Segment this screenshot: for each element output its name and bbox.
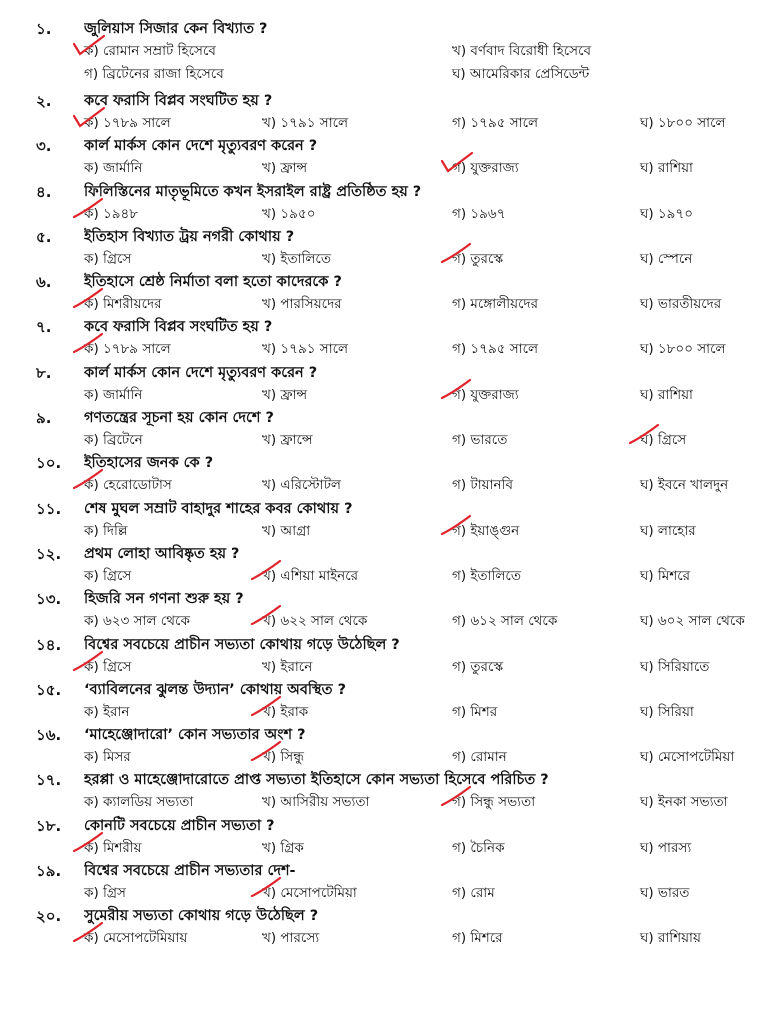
option-ka: ক) হেরোডোটাস: [84, 477, 172, 494]
option-ka: ক) গ্রিসে: [84, 567, 132, 584]
question-5: [0, 222, 768, 267]
question-text: ফিলিস্তিনের মাতৃভূমিতে কখন ইসরাইল রাষ্ট্র প্রতিষ্ঠিত হয় ?: [84, 183, 422, 200]
option-kha: খ) ইরাক: [262, 703, 309, 720]
option-ga: গ) চৈনিক: [452, 839, 505, 856]
option-gha: ঘ) পারস্য: [640, 839, 692, 856]
option-ga: গ) ইতালিতে: [452, 567, 521, 584]
option-ka: ক) জার্মানি: [84, 386, 143, 403]
option-ka: ক) মিশরীয়: [84, 839, 142, 856]
option-gha: ঘ) রাশিয়ায়: [640, 930, 701, 947]
option-ka: ক) জার্মানি: [84, 160, 143, 177]
option-kha: খ) পারস্যে: [262, 930, 320, 947]
option-ga: গ) মঙ্গোলীয়দের: [452, 296, 539, 313]
option-gha: ঘ) ১৮০০ সালে: [640, 341, 726, 358]
option-kha: খ) ১৭৯১ সালে: [262, 341, 349, 358]
option-ka: ক) দিল্লি: [84, 522, 128, 539]
question-text: কার্ল মার্কস কোন দেশে মৃত্যুবরণ করেন ?: [84, 138, 318, 155]
question-number: ১৮.: [36, 816, 62, 835]
question-text: জুলিয়াস সিজার কেন বিখ্যাত ?: [84, 21, 268, 37]
option-ka: ক) ব্রিটেনে: [84, 432, 143, 449]
option-gha: ঘ) সিরিয়া: [640, 703, 694, 720]
option-gha: ঘ) ইনকা সভ্যতা: [640, 794, 728, 811]
option-ka: ক) মেসোপটেমিয়ায়: [84, 930, 188, 947]
question-text: হিজরি সন গণনা শুরু হয় ?: [84, 591, 244, 608]
question-text: প্রথম লোহা আবিষ্কৃত হয় ?: [84, 545, 240, 562]
question-number: ২.: [36, 92, 52, 110]
option-ga: গ) ১৭৯৫ সালে: [452, 115, 539, 131]
question-text: বিশ্বের সবচেয়ে প্রাচীন সভ্যতার দেশ-: [84, 863, 296, 880]
question-6: [0, 267, 768, 312]
question-10: [0, 448, 768, 493]
option-ga: গ) যুক্তরাজ্য: [452, 160, 519, 177]
option-ka: ক) ১৭৮৯ সালে: [84, 115, 171, 131]
question-text: কবে ফরাসি বিপ্লব সংঘটিত হয় ?: [84, 319, 273, 336]
question-9: [0, 403, 768, 448]
question-number: ১৬.: [36, 726, 62, 745]
option-kha: খ) পারসিয়দের: [262, 296, 342, 313]
option-gha: ঘ) ভারত: [640, 885, 690, 902]
option-kha: খ) ১৯৫০: [262, 205, 316, 222]
option-ka: ক) ক্যালডিয় সভ্যতা: [84, 794, 194, 811]
option-ga: গ) মিশর: [452, 703, 498, 720]
question-number: ৩.: [36, 137, 52, 156]
question-12: [0, 539, 768, 584]
question-3: [0, 131, 768, 176]
option-gha: ঘ) গ্রিসে: [640, 432, 687, 449]
question-number: ১২.: [36, 544, 62, 563]
option-kha: খ) ইরানে: [262, 658, 313, 675]
question-number: ১৯.: [36, 862, 62, 881]
question-text: কোনটি সবচেয়ে প্রাচীন সভ্যতা ?: [84, 817, 275, 834]
question-text: ‘মাহেঞ্জোদারো’ কোন সভ্যতার অংশ ?: [84, 727, 306, 744]
option-ka: ক) ৬২৩ সাল থেকে: [84, 613, 190, 630]
question-text: হরপ্পা ও মাহেঞ্জোদারোতে প্রাপ্ত সভ্যতা ইতিহাসে কোন সভ্যতা হিসেবে পরিচিত ?: [84, 772, 549, 789]
question-number: ১.: [36, 20, 52, 38]
option-gha: ঘ) রাশিয়া: [640, 160, 693, 177]
option-kha: খ) মেসোপটেমিয়া: [262, 885, 357, 902]
question-18: [0, 811, 768, 856]
question-text: কবে ফরাসি বিপ্লব সংঘটিত হয় ?: [84, 93, 273, 109]
question-number: ১১.: [36, 499, 62, 518]
question-number: ৪.: [36, 182, 52, 201]
question-text: কার্ল মার্কস কোন দেশে মৃত্যুবরণ করেন ?: [84, 364, 318, 381]
question-19: [0, 856, 768, 901]
question-sheet: [0, 14, 768, 947]
option-ga: গ) ব্রিটেনের রাজা হিসেবে: [84, 66, 224, 82]
question-17: [0, 765, 768, 810]
option-kha: খ) ১৭৯১ সালে: [262, 115, 349, 131]
option-ga: গ) টায়ানবি: [452, 477, 513, 494]
option-ga: গ) তুরস্কে: [452, 658, 504, 675]
question-8: [0, 358, 768, 403]
question-number: ১৫.: [36, 680, 62, 699]
question-number: ৬.: [36, 273, 52, 292]
option-gha: ঘ) সিরিয়াতে: [640, 658, 710, 675]
question-number: ৮.: [36, 363, 52, 382]
question-20: [0, 901, 768, 946]
option-ka: ক) গ্রিস: [84, 885, 126, 902]
option-ka: ক) গ্রিসে: [84, 250, 132, 267]
option-gha: ঘ) মেসোপটেমিয়া: [640, 749, 735, 766]
option-gha: ঘ) ১৯৭০: [640, 205, 693, 222]
question-number: ৯.: [36, 409, 52, 428]
option-gha: ঘ) আমেরিকার প্রেসিডেন্ট: [452, 66, 590, 82]
option-kha: খ) বর্ণবাদ বিরোধী হিসেবে: [452, 43, 592, 59]
question-text: ‘ব্যাবিলনের ঝুলন্ত উদ্যান’ কোথায় অবস্থিত ?: [84, 681, 346, 698]
question-number: ৭.: [36, 318, 52, 337]
option-ka: ক) ১৭৮৯ সালে: [84, 341, 171, 358]
option-ga: গ) ইয়াঙ্গুন: [452, 522, 520, 539]
option-gha: ঘ) মিশরে: [640, 567, 691, 584]
option-ka: ক) গ্রিসে: [84, 658, 132, 675]
option-gha: ঘ) ৬০২ সাল থেকে: [640, 613, 745, 630]
option-ga: গ) সিন্ধু সভ্যতা: [452, 794, 536, 811]
question-15: [0, 675, 768, 720]
option-kha: খ) আগ্রা: [262, 522, 311, 539]
option-ka: ক) মিশরীয়দের: [84, 296, 162, 313]
option-kha: খ) ফ্রান্স: [262, 386, 308, 403]
option-ga: গ) মিশরে: [452, 930, 503, 947]
option-ga: গ) ১৯৬৭: [452, 205, 506, 222]
option-ka: ক) ইরান: [84, 703, 130, 720]
option-ga: গ) যুক্তরাজ্য: [452, 386, 519, 403]
option-gha: ঘ) ইবনে খালদুন: [640, 477, 729, 494]
option-kha: খ) ফ্রান্সে: [262, 432, 313, 449]
question-4: [0, 177, 768, 222]
question-text: ইতিহাস বিখ্যাত ট্রয় নগরী কোথায় ?: [84, 228, 295, 245]
option-ka: ক) মিসর: [84, 749, 131, 766]
question-text: শেষ মুঘল সম্রাট বাহাদুর শাহের কবর কোথায় ?: [84, 500, 353, 517]
option-kha: খ) গ্রিক: [262, 839, 304, 856]
question-number: ১০.: [36, 454, 62, 473]
question-number: ২০.: [36, 907, 62, 926]
question-1: [0, 14, 768, 86]
option-gha: ঘ) স্পেনে: [640, 250, 693, 267]
option-ka: ক) রোমান সম্রাট হিসেবে: [84, 43, 216, 59]
option-gha: ঘ) লাহোর: [640, 522, 696, 539]
question-text: ইতিহাসে শ্রেষ্ঠ নির্মাতা বলা হতো কাদেরকে ?: [84, 274, 342, 291]
option-kha: খ) এশিয়া মাইনরে: [262, 567, 359, 584]
option-ga: গ) রোমান: [452, 749, 507, 766]
question-number: ১৭.: [36, 771, 62, 790]
question-number: ১৩.: [36, 590, 62, 609]
option-kha: খ) ইতালিতে: [262, 250, 331, 267]
option-ka: ক) ১৯৪৮: [84, 205, 139, 222]
question-16: [0, 720, 768, 765]
option-kha: খ) সিন্ধু: [262, 749, 304, 766]
question-11: [0, 494, 768, 539]
option-kha: খ) ৬২২ সাল থেকে: [262, 613, 368, 630]
question-number: ৫.: [36, 227, 52, 246]
option-gha: ঘ) রাশিয়া: [640, 386, 693, 403]
option-ga: গ) তুরস্কে: [452, 250, 504, 267]
option-ga: গ) রোম: [452, 885, 495, 902]
option-gha: ঘ) ১৮০০ সালে: [640, 115, 726, 131]
option-gha: ঘ) ভারতীয়দের: [640, 296, 722, 313]
option-kha: খ) এরিস্টোটল: [262, 477, 341, 494]
question-number: ১৪.: [36, 635, 62, 654]
question-2: [0, 86, 768, 131]
question-14: [0, 630, 768, 675]
option-kha: খ) আসিরীয় সভ্যতা: [262, 794, 370, 811]
question-text: গণতন্ত্রের সূচনা হয় কোন দেশে ?: [84, 410, 274, 427]
option-ga: গ) ১৭৯৫ সালে: [452, 341, 539, 358]
option-ga: গ) ৬১২ সাল থেকে: [452, 613, 558, 630]
question-13: [0, 584, 768, 629]
option-kha: খ) ফ্রান্স: [262, 160, 308, 177]
question-text: সুমেরীয় সভ্যতা কোথায় গড়ে উঠেছিল ?: [84, 908, 319, 925]
question-text: ইতিহাসের জনক কে ?: [84, 455, 214, 472]
option-ga: গ) ভারতে: [452, 432, 508, 449]
question-7: [0, 312, 768, 357]
question-text: বিশ্বের সবচেয়ে প্রাচীন সভ্যতা কোথায় গড়ে উঠেছিল ?: [84, 636, 400, 653]
